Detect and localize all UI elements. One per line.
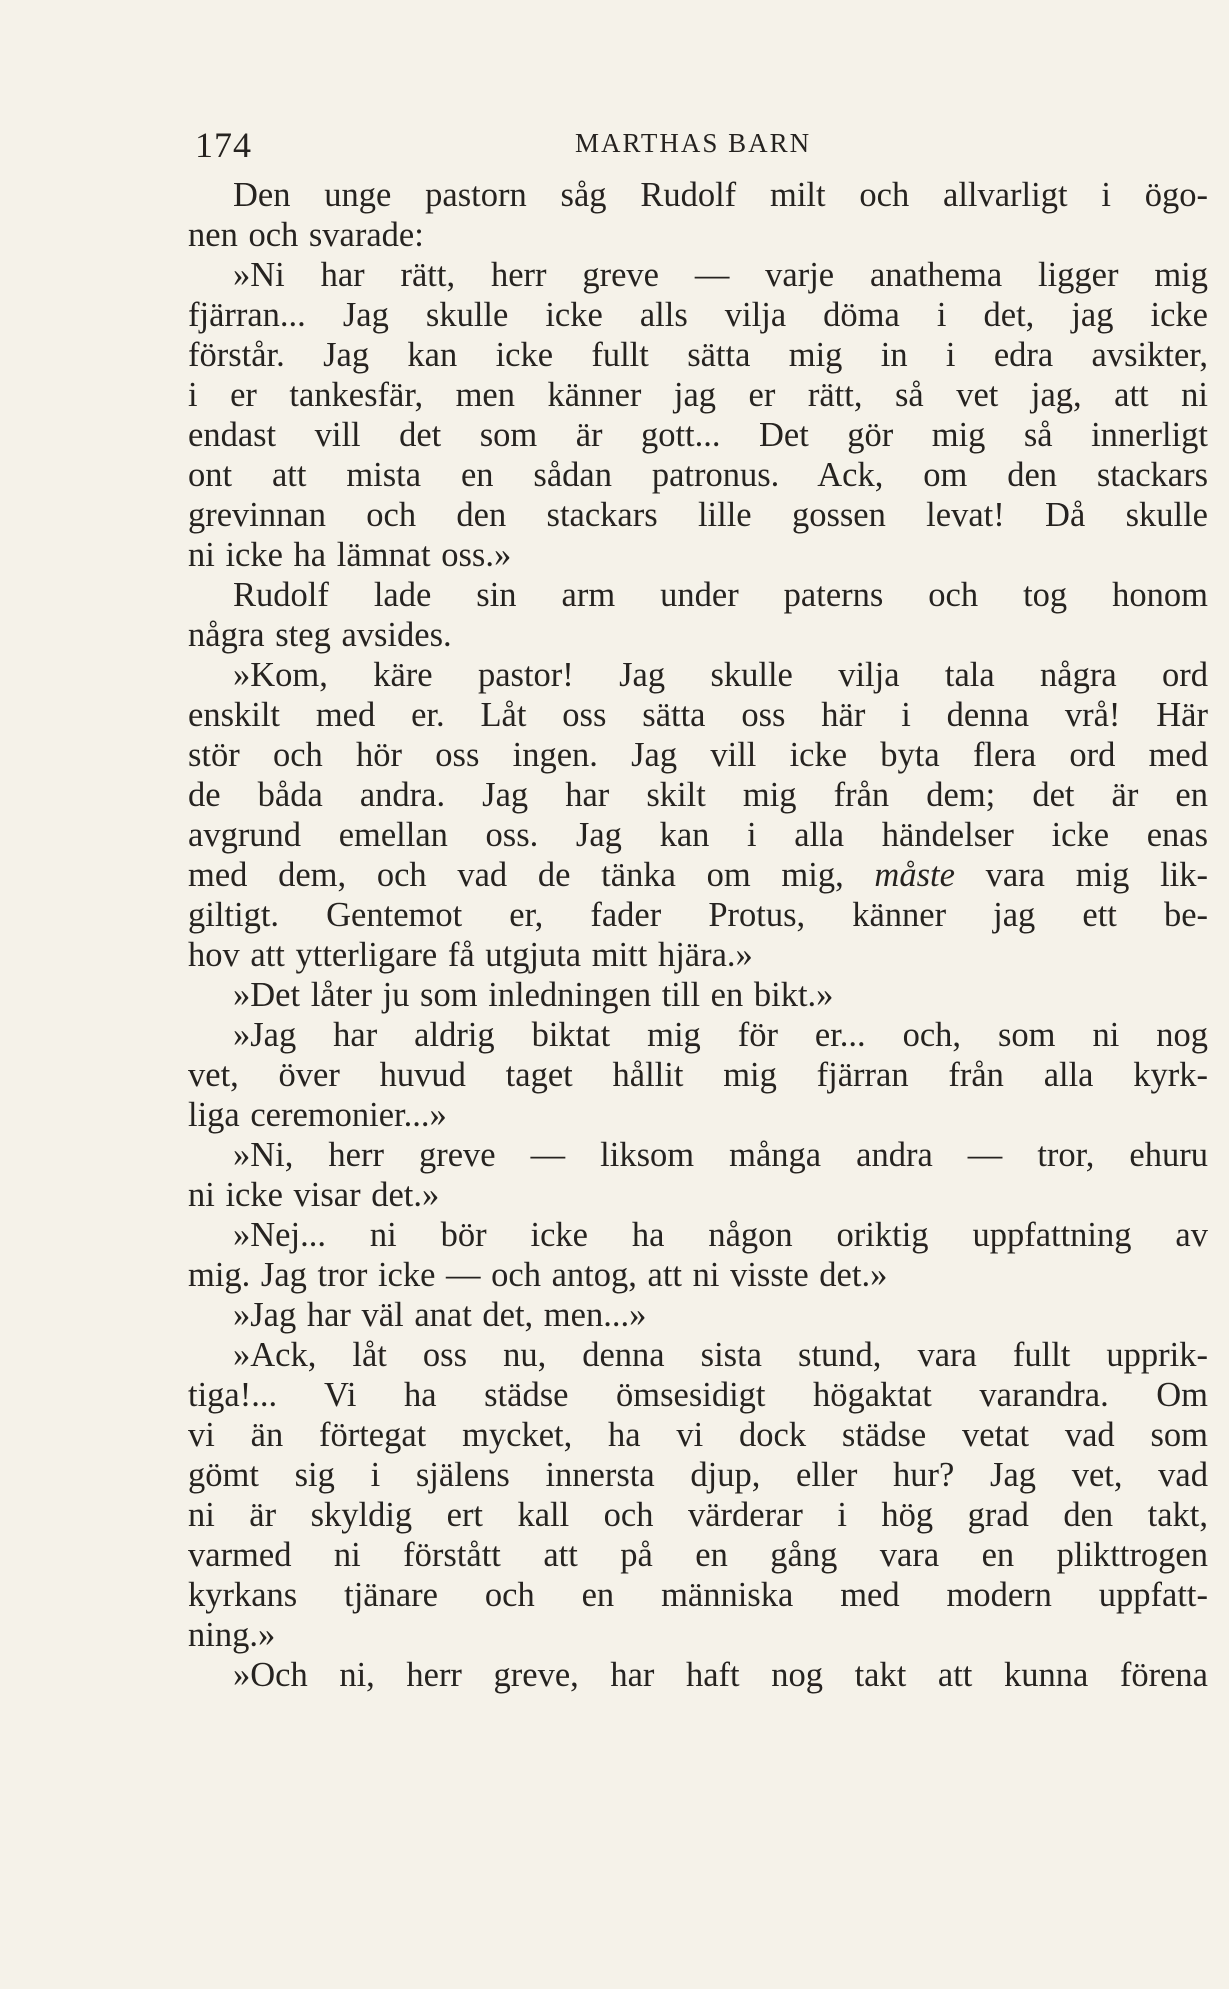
page-number: 174	[195, 125, 252, 165]
text-line: liga ceremonier...»	[188, 1096, 447, 1134]
text-line: »Nej... ni bör icke ha någon oriktig uppfattning av	[233, 1216, 1208, 1254]
text-line: ning.»	[188, 1616, 276, 1654]
body-text	[188, 175, 1208, 1695]
text-line: hov att ytterligare få utgjuta mitt hjära.»	[188, 936, 753, 974]
text-line: »Jag har aldrig biktat mig för er... och, som ni nog	[233, 1016, 1208, 1054]
emphasis: måste	[874, 856, 955, 894]
text-line: Den unge pastorn såg Rudolf milt och allvarligt i ögo-	[233, 176, 1208, 214]
text-line: nen och svarade:	[188, 216, 424, 254]
text-line: »Ack, låt oss nu, denna sista stund, vara fullt upprik-	[233, 1336, 1208, 1374]
page-header	[195, 124, 1205, 164]
text-line: Rudolf lade sin arm under paterns och tog honom	[233, 576, 1208, 614]
text-line: »Ni har rätt, herr greve — varje anathema ligger mig	[233, 256, 1208, 294]
text-line: med dem, och vad de tänka om mig, måste vara mig lik-	[188, 856, 1208, 894]
text-line: stör och hör oss ingen. Jag vill icke byta flera ord med	[188, 736, 1208, 774]
text-line: avgrund emellan oss. Jag kan i alla händelser icke enas	[188, 816, 1208, 854]
text-line: i er tankesfär, men känner jag er rätt, så vet jag, att ni	[188, 376, 1208, 414]
text-line: förstår. Jag kan icke fullt sätta mig in i edra avsikter,	[188, 336, 1208, 374]
text-line: endast vill det som är gott... Det gör mig så innerligt	[188, 416, 1208, 454]
text-line: fjärran... Jag skulle icke alls vilja döma i det, jag icke	[188, 296, 1208, 334]
text-line: »Kom, käre pastor! Jag skulle vilja tala några ord	[233, 656, 1208, 694]
text-line: kyrkans tjänare och en människa med modern uppfatt-	[188, 1576, 1208, 1614]
text-line: ni icke visar det.»	[188, 1176, 440, 1214]
text-line: »Det låter ju som inledningen till en bikt.»	[233, 976, 834, 1014]
text-line: gömt sig i själens innersta djup, eller hur? Jag vet, vad	[188, 1456, 1208, 1494]
text-line: giltigt. Gentemot er, fader Protus, känner jag ett be-	[188, 896, 1208, 934]
text-line: grevinnan och den stackars lille gossen levat! Då skulle	[188, 496, 1208, 534]
text-line: »Och ni, herr greve, har haft nog takt att kunna förena	[233, 1656, 1208, 1694]
text-line: varmed ni förstått att på en gång vara en plikttrogen	[188, 1536, 1208, 1574]
text-line: mig. Jag tror icke — och antog, att ni visste det.»	[188, 1256, 888, 1294]
text-line: ni är skyldig ert kall och värderar i hög grad den takt,	[188, 1496, 1208, 1534]
text-line: enskilt med er. Låt oss sätta oss här i denna vrå! Här	[188, 696, 1208, 734]
text-line: »Jag har väl anat det, men...»	[233, 1296, 647, 1334]
text-line: några steg avsides.	[188, 616, 452, 654]
text-line: de båda andra. Jag har skilt mig från dem; det är en	[188, 776, 1208, 814]
text-line: vi än förtegat mycket, ha vi dock städse vetat vad som	[188, 1416, 1208, 1454]
text-line: tiga!... Vi ha städse ömsesidigt högaktat varandra. Om	[188, 1376, 1208, 1414]
text-line: »Ni, herr greve — liksom många andra — tror, ehuru	[233, 1136, 1208, 1174]
running-title: MARTHAS BARN	[575, 128, 812, 158]
text-line: vet, över huvud taget hållit mig fjärran från alla kyrk-	[188, 1056, 1208, 1094]
text-line: ont att mista en sådan patronus. Ack, om den stackars	[188, 456, 1208, 494]
text-line: ni icke ha lämnat oss.»	[188, 536, 512, 574]
